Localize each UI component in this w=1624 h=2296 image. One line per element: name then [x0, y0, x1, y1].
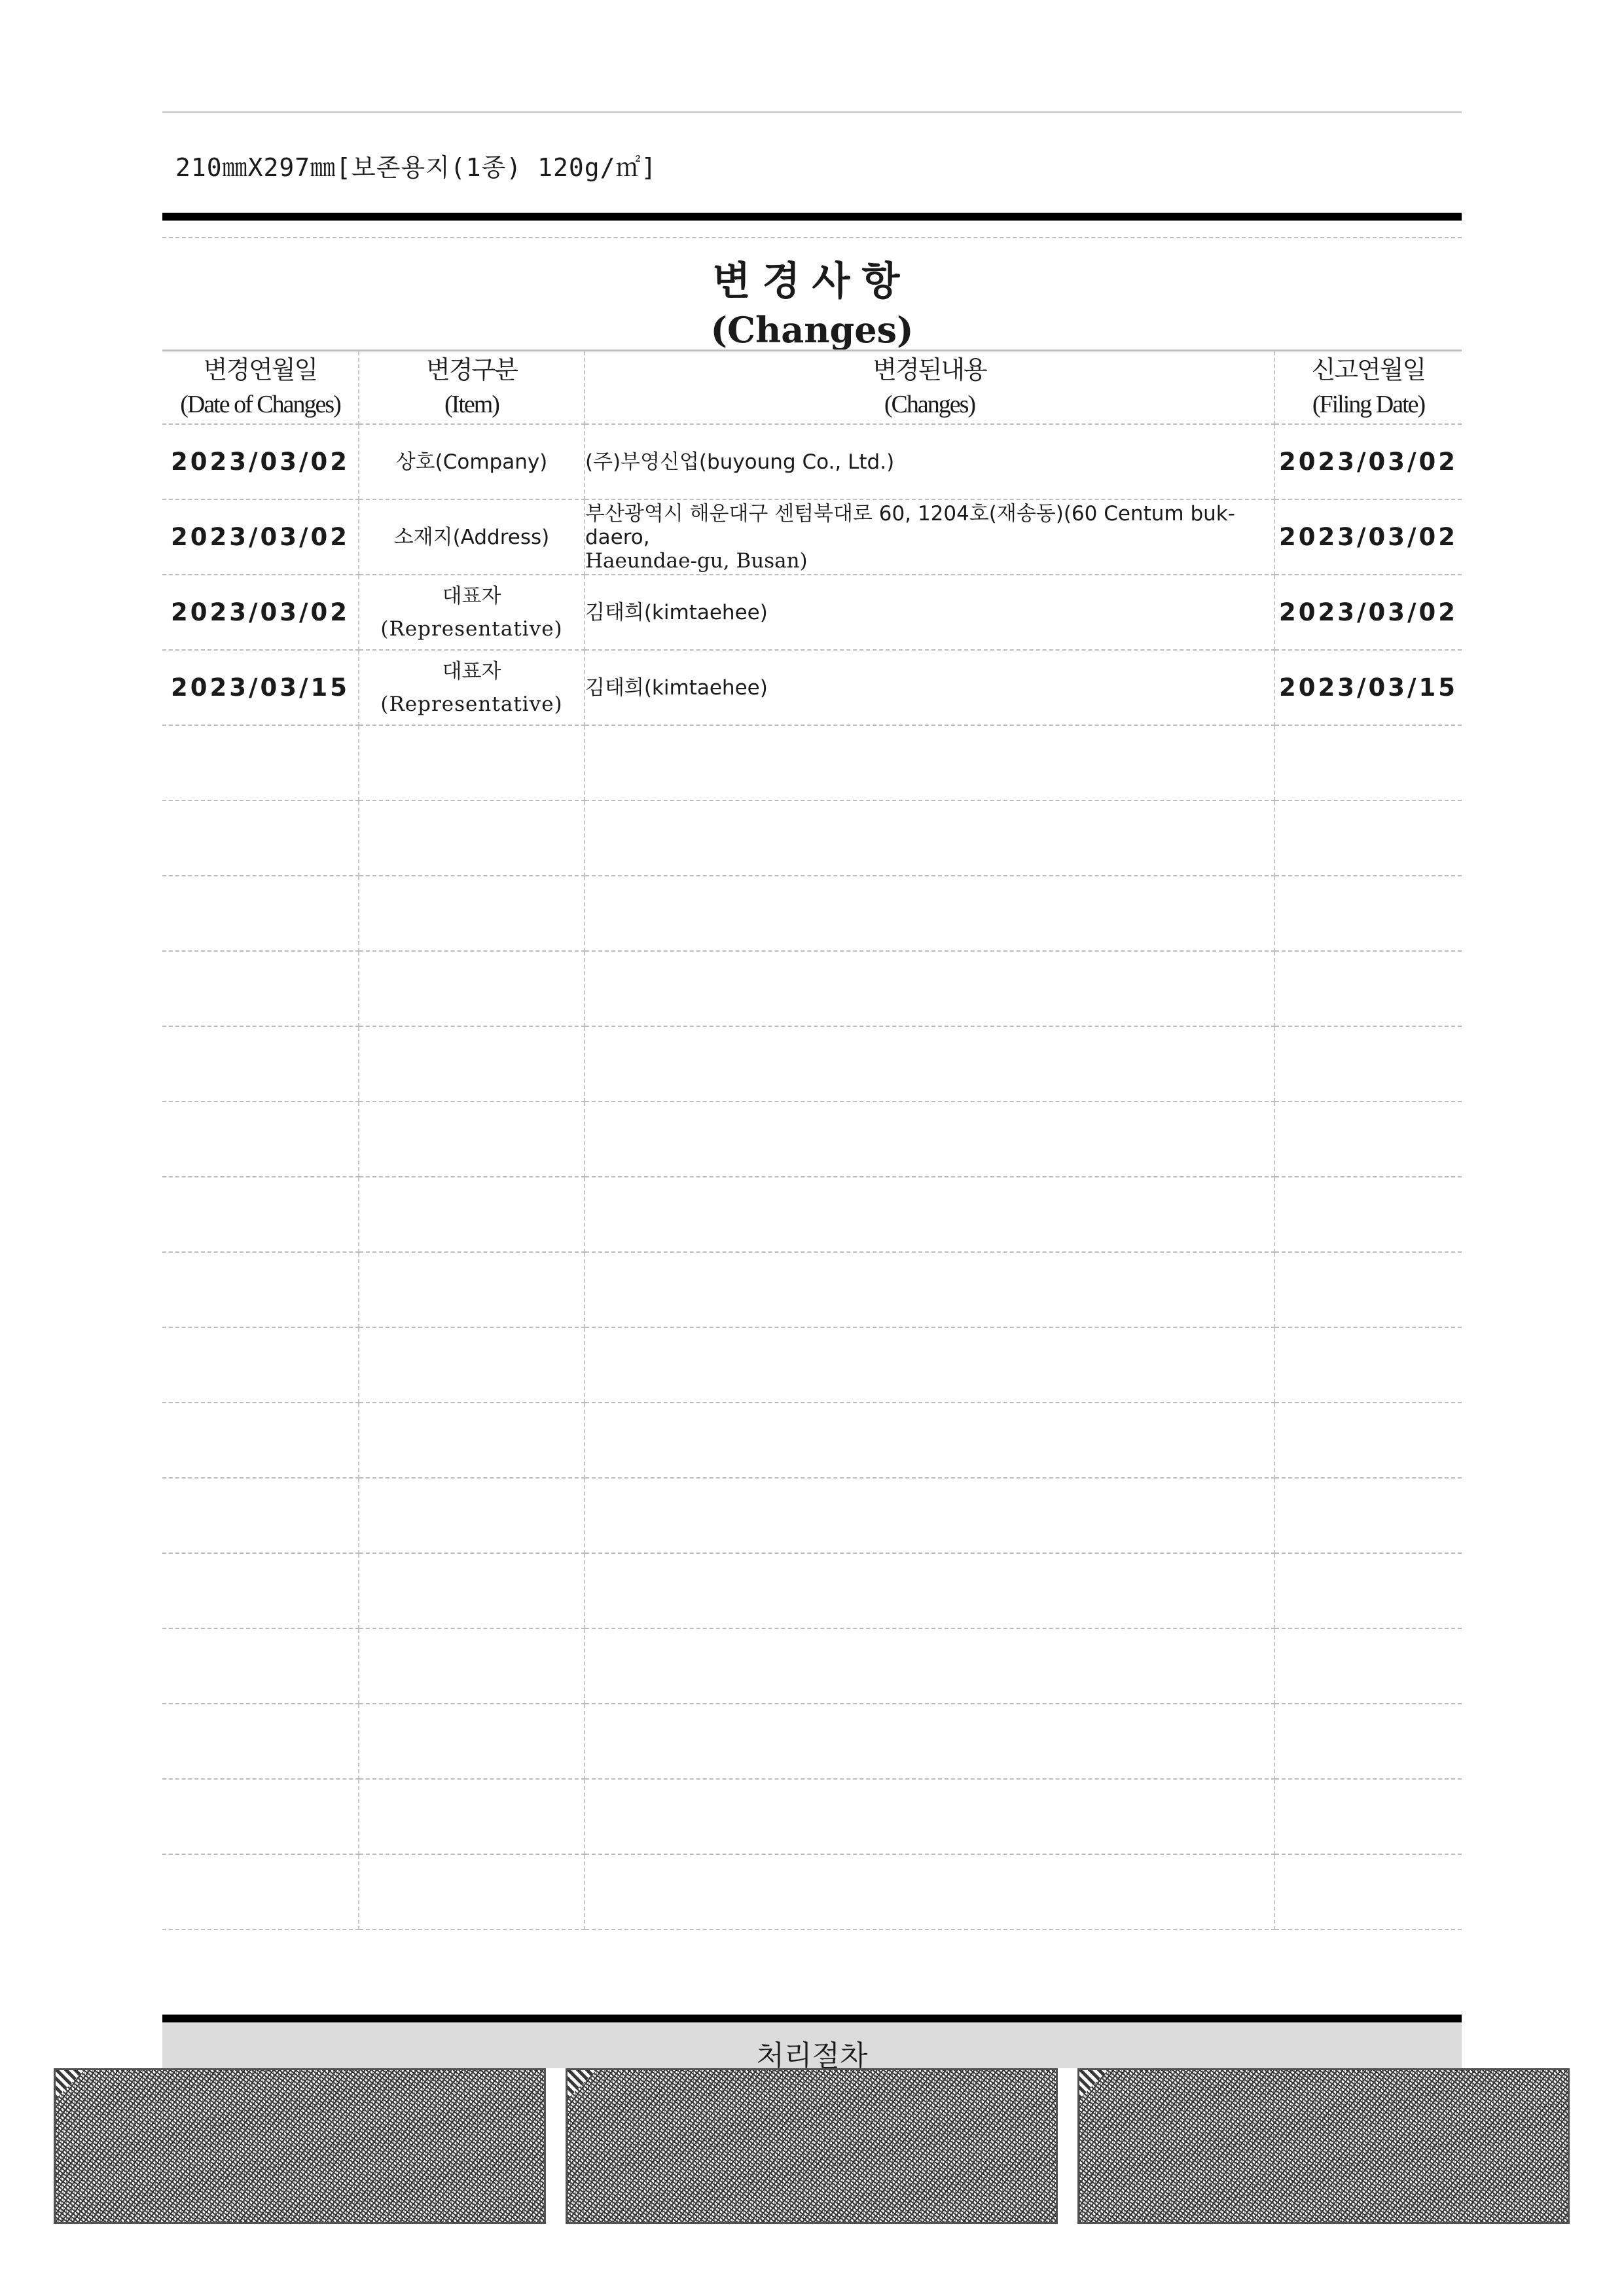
- empty-cell: [1274, 1252, 1462, 1327]
- empty-cell: [359, 1779, 585, 1854]
- empty-row: [162, 1252, 1462, 1327]
- table-row: [162, 575, 1462, 650]
- top-divider: [162, 111, 1462, 113]
- empty-cell: [162, 1026, 359, 1102]
- empty-cell: [1274, 1403, 1462, 1478]
- empty-cell: [359, 1478, 585, 1553]
- barcode-corner-mark: [568, 2070, 596, 2099]
- page-title-english: (Changes): [710, 309, 914, 351]
- filing-date: 2023/03/15: [1274, 650, 1462, 725]
- empty-cell: [359, 876, 585, 951]
- procedure-title: 처리절차: [756, 2039, 868, 2068]
- changes-table: [162, 350, 1462, 1930]
- table-header-row: [162, 351, 1462, 425]
- empty-cell: [1274, 1704, 1462, 1779]
- empty-cell: [1274, 1854, 1462, 1929]
- empty-row: [162, 1327, 1462, 1403]
- empty-cell: [1274, 725, 1462, 800]
- empty-cell: [1274, 1026, 1462, 1102]
- empty-row: [162, 1704, 1462, 1779]
- empty-cell: [359, 1102, 585, 1177]
- empty-cell: [585, 1403, 1274, 1478]
- empty-cell: [162, 1177, 359, 1252]
- empty-cell: [585, 876, 1274, 951]
- header-item: [359, 351, 585, 425]
- table-row: [162, 650, 1462, 725]
- empty-row: [162, 876, 1462, 951]
- empty-cell: [162, 1102, 359, 1177]
- empty-cell: [1274, 1478, 1462, 1553]
- empty-cell: [162, 1327, 359, 1403]
- filing-date: 2023/03/02: [1274, 424, 1462, 499]
- empty-cell: [162, 1779, 359, 1854]
- item-label-english: (Representative): [380, 617, 563, 641]
- empty-row: [162, 1628, 1462, 1704]
- empty-cell: [359, 1177, 585, 1252]
- empty-cell: [585, 725, 1274, 800]
- item-label: 소재지(Address): [393, 525, 550, 549]
- empty-row: [162, 1854, 1462, 1929]
- header-label-ko: 변경연월일: [203, 357, 317, 384]
- procedure-header: [162, 2022, 1462, 2068]
- empty-cell: [162, 1478, 359, 1553]
- empty-cell: [359, 1553, 585, 1628]
- change-content: [585, 424, 1274, 499]
- empty-cell: [585, 1854, 1274, 1929]
- empty-row: [162, 1026, 1462, 1102]
- empty-cell: [359, 725, 585, 800]
- empty-cell: [585, 1177, 1274, 1252]
- empty-cell: [162, 1704, 359, 1779]
- empty-cell: [359, 1704, 585, 1779]
- empty-cell: [585, 800, 1274, 876]
- empty-cell: [585, 951, 1274, 1026]
- 2d-barcode: [1077, 2068, 1570, 2224]
- header-label-en: (Filing Date): [1312, 391, 1425, 418]
- header-label-en: (Changes): [884, 391, 975, 418]
- 2d-barcode: [566, 2068, 1058, 2224]
- empty-cell: [359, 1026, 585, 1102]
- date-of-change: 2023/03/15: [162, 650, 359, 725]
- change-item: [359, 424, 585, 499]
- empty-cell: [162, 1628, 359, 1704]
- empty-row: [162, 725, 1462, 800]
- item-label-english: (Representative): [380, 692, 563, 716]
- empty-row: [162, 1779, 1462, 1854]
- date-of-change: 2023/03/02: [162, 499, 359, 575]
- header-label-ko: 변경구분: [426, 357, 517, 384]
- empty-cell: [585, 1478, 1274, 1553]
- header-label-ko: 신고연월일: [1311, 357, 1426, 384]
- change-item: [359, 575, 585, 650]
- item-label: 상호(Company): [395, 450, 548, 474]
- empty-cell: [162, 1553, 359, 1628]
- change-content: [585, 650, 1274, 725]
- header-label-ko: 변경된내용: [873, 357, 986, 384]
- title-block: [162, 237, 1462, 351]
- date-of-change: 2023/03/02: [162, 575, 359, 650]
- empty-cell: [585, 1252, 1274, 1327]
- empty-cell: [1274, 800, 1462, 876]
- empty-row: [162, 1177, 1462, 1252]
- header-date-of-changes: [162, 351, 359, 425]
- item-label: 대표자: [442, 584, 501, 608]
- filing-date: 2023/03/02: [1274, 575, 1462, 650]
- empty-cell: [1274, 1553, 1462, 1628]
- empty-cell: [359, 1628, 585, 1704]
- empty-row: [162, 1478, 1462, 1553]
- header-changes: [585, 351, 1274, 425]
- empty-cell: [1274, 1102, 1462, 1177]
- empty-row: [162, 1403, 1462, 1478]
- empty-cell: [162, 1403, 359, 1478]
- empty-cell: [359, 1854, 585, 1929]
- content-text: 부산광역시 해운대구 센텀북대로 60, 1204호(재송동)(60 Centum buk-daero,: [585, 501, 1235, 549]
- empty-cell: [359, 1327, 585, 1403]
- header-filing-date: [1274, 351, 1462, 425]
- header-label-en: (Date of Changes): [180, 391, 340, 418]
- content-text: 김태희(kimtaehee): [585, 600, 768, 624]
- change-content: [585, 575, 1274, 650]
- content-text: (주)부영신업(buyoung Co., Ltd.): [585, 450, 895, 474]
- empty-cell: [585, 1553, 1274, 1628]
- page-title: 변경사항: [712, 259, 912, 304]
- table-row: [162, 424, 1462, 499]
- filing-date: 2023/03/02: [1274, 499, 1462, 575]
- empty-cell: [585, 1628, 1274, 1704]
- paper-spec: 210㎜X297㎜[보존용지(1종) 120g/㎡]: [175, 153, 657, 182]
- change-content: [585, 499, 1274, 575]
- date-of-change: 2023/03/02: [162, 424, 359, 499]
- empty-cell: [162, 725, 359, 800]
- empty-cell: [585, 1102, 1274, 1177]
- empty-cell: [585, 1704, 1274, 1779]
- empty-cell: [1274, 1327, 1462, 1403]
- empty-cell: [359, 951, 585, 1026]
- content-text: 김태희(kimtaehee): [585, 675, 768, 700]
- empty-cell: [585, 1026, 1274, 1102]
- content-text-continued: Haeundae-gu, Busan): [585, 548, 808, 573]
- empty-cell: [359, 1252, 585, 1327]
- empty-cell: [1274, 1177, 1462, 1252]
- change-item: [359, 499, 585, 575]
- empty-row: [162, 1102, 1462, 1177]
- empty-cell: [585, 1327, 1274, 1403]
- empty-cell: [1274, 951, 1462, 1026]
- empty-cell: [162, 800, 359, 876]
- procedure-thick-rule: [162, 2015, 1462, 2022]
- empty-row: [162, 1553, 1462, 1628]
- empty-cell: [162, 1252, 359, 1327]
- empty-cell: [162, 1854, 359, 1929]
- barcode-corner-mark: [56, 2070, 84, 2099]
- header-label-en: (Item): [444, 391, 499, 418]
- empty-cell: [1274, 876, 1462, 951]
- empty-row: [162, 800, 1462, 876]
- item-label: 대표자: [442, 659, 501, 683]
- empty-cell: [585, 1779, 1274, 1854]
- empty-row: [162, 951, 1462, 1026]
- empty-cell: [162, 951, 359, 1026]
- empty-cell: [1274, 1779, 1462, 1854]
- empty-cell: [162, 876, 359, 951]
- barcode-corner-mark: [1079, 2070, 1108, 2099]
- empty-cell: [359, 800, 585, 876]
- header-thick-rule: [162, 213, 1462, 221]
- table-row: [162, 499, 1462, 575]
- empty-cell: [359, 1403, 585, 1478]
- empty-cell: [1274, 1628, 1462, 1704]
- change-item: [359, 650, 585, 725]
- 2d-barcode: [54, 2068, 546, 2224]
